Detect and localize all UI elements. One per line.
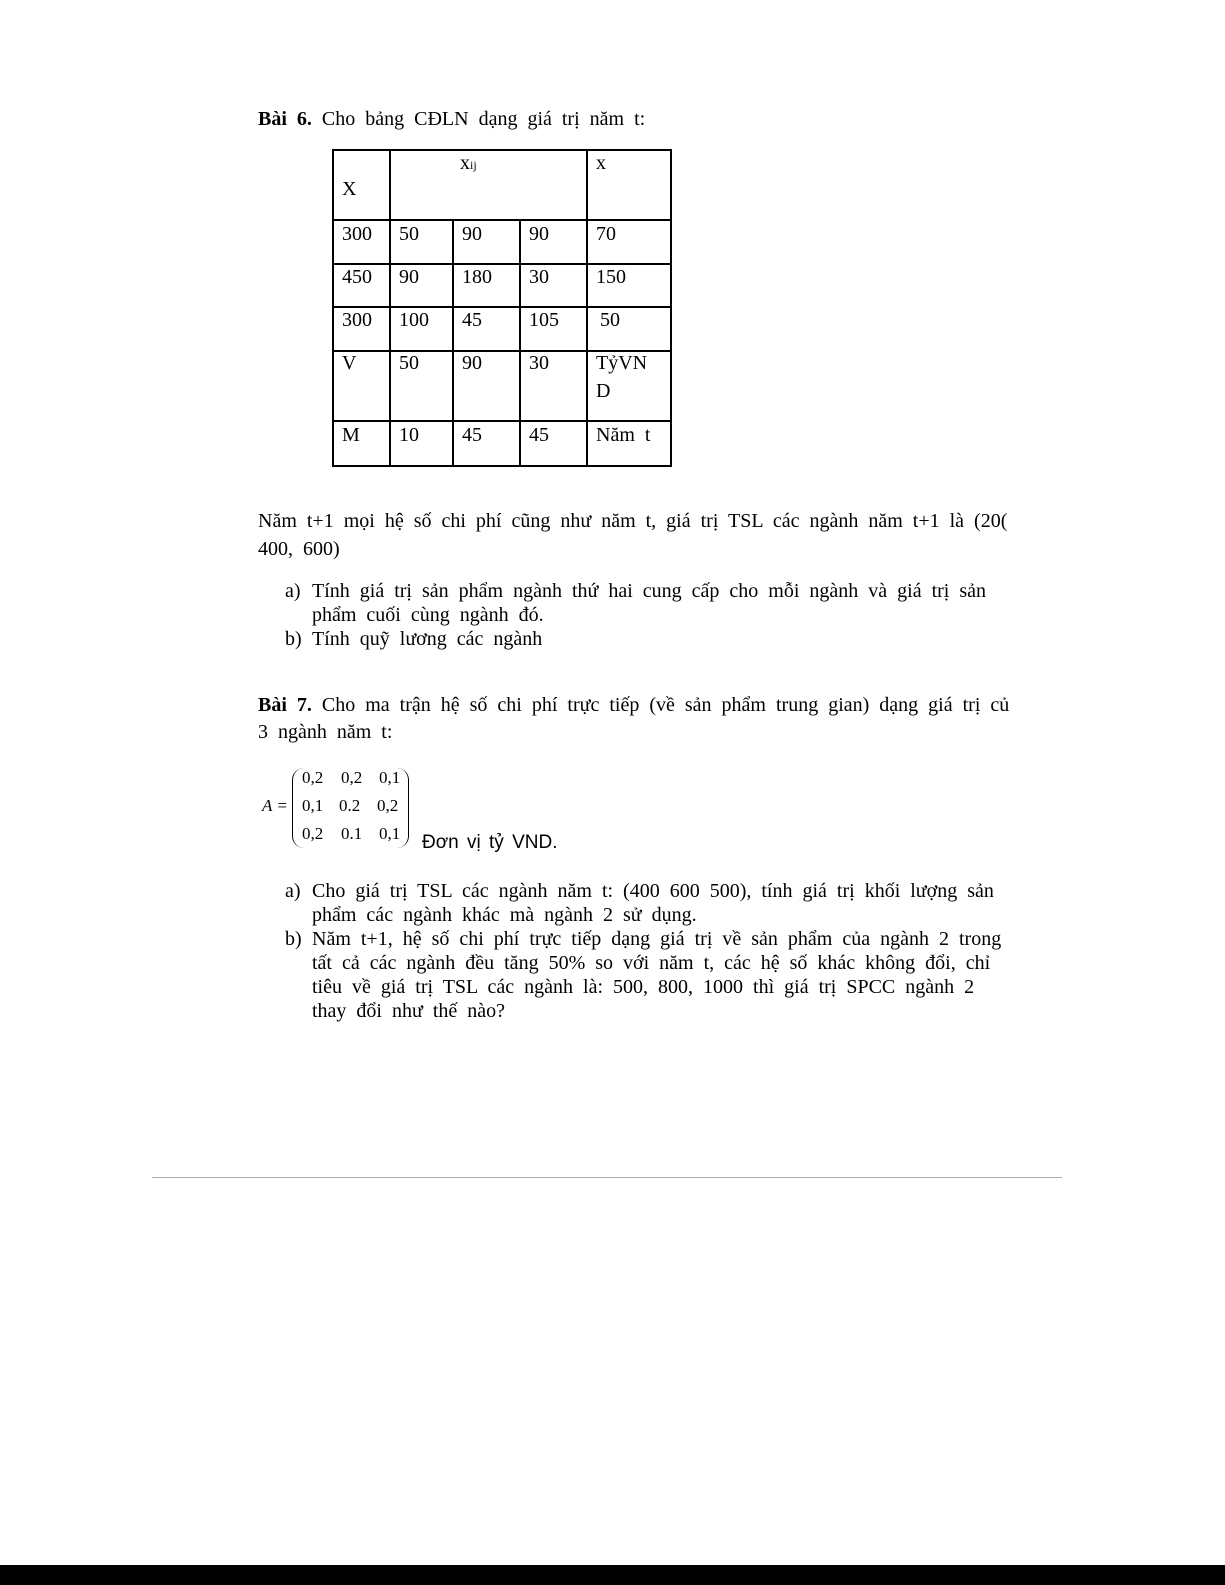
table-cell: 45 xyxy=(462,309,482,331)
table-cell: 90 xyxy=(462,352,482,374)
table-cell: 10 xyxy=(399,424,419,446)
bai7-label: Bài 7. xyxy=(258,694,312,716)
matrix-cell: 0,2 xyxy=(302,824,324,843)
bai6-item-a-marker: a) xyxy=(285,580,301,602)
bai6-label: Bài 6. xyxy=(258,108,312,130)
matrix-cell: 0.2 xyxy=(339,796,361,815)
bai6-heading xyxy=(258,108,645,131)
matrix-cell: 0,2 xyxy=(302,768,324,787)
table-cell: Năm t xyxy=(596,424,651,446)
table-cell: 450 xyxy=(342,266,372,288)
bai7-item-b-marker: b) xyxy=(285,928,302,950)
table-cell: 45 xyxy=(529,424,549,446)
table-cell: 150 xyxy=(596,266,626,288)
table-cell: 90 xyxy=(462,223,482,245)
matrix-unit: Đơn vị tỷ VND. xyxy=(422,832,558,853)
table-cell-wrap: D xyxy=(596,380,611,402)
table-cell: 50 xyxy=(399,223,419,245)
bai6-paragraph-line2: 400, 600) xyxy=(258,538,340,560)
table-cell: 30 xyxy=(529,352,549,374)
table-cell: M xyxy=(342,424,360,446)
bai7-intro-line1: Cho ma trận hệ số chi phí trực tiếp (về sản phẩm trung gian) dạng giá trị củ xyxy=(321,694,1010,716)
table-cell: TỷVN xyxy=(596,352,648,374)
bai6-item-b-marker: b) xyxy=(285,628,302,650)
page-divider xyxy=(152,1177,1062,1178)
bottom-edge xyxy=(0,1565,1225,1585)
table-cell: 70 xyxy=(596,223,616,245)
table-cell: 180 xyxy=(462,266,492,288)
table-header-x-total: X xyxy=(342,178,357,200)
bai6-intro: Cho bảng CĐLN dạng giá trị năm t: xyxy=(321,108,646,130)
bai6-item-a-line2: phẩm cuối cùng ngành đó. xyxy=(312,604,544,626)
matrix-cell: 0,1 xyxy=(379,824,401,843)
table-cell: 50 xyxy=(399,352,419,374)
table-cell: 45 xyxy=(462,424,482,446)
table-cell: V xyxy=(342,352,357,374)
bai7-intro-line2: 3 ngành năm t: xyxy=(258,721,393,743)
bai7-item-b-line3: tiêu về giá trị TSL các ngành là: 500, 800, 1000 thì giá trị SPCC ngành 2 xyxy=(312,976,975,998)
bai7-item-b-line1: Năm t+1, hệ số chi phí trực tiếp dạng giá trị về sản phẩm của ngành 2 trong xyxy=(312,928,1002,950)
bai7-heading xyxy=(258,694,1062,717)
table-cell: 50 xyxy=(600,309,620,331)
table-cell: 300 xyxy=(342,309,372,331)
table-header-xij xyxy=(460,152,477,175)
bai7-item-a-marker: a) xyxy=(285,880,301,902)
bai6-item-a-line1: Tính giá trị sản phẩm ngành thứ hai cung cấp cho mỗi ngành và giá trị sản xyxy=(312,580,987,602)
bai7-item-b-line4: thay đổi như thế nào? xyxy=(312,1000,506,1022)
matrix-cell: 0.1 xyxy=(341,824,363,843)
matrix-cell: 0,1 xyxy=(379,768,401,787)
bai6-item-b-line1: Tính quỹ lương các ngành xyxy=(312,628,543,650)
table-cell: 90 xyxy=(529,223,549,245)
xij-base: x xyxy=(460,152,470,174)
bai7-item-a-line1: Cho giá trị TSL các ngành năm t: (400 600 500), tính giá trị khối lượng sản xyxy=(312,880,994,902)
table-cell: 100 xyxy=(399,309,429,331)
table-cell: 105 xyxy=(529,309,559,331)
bai7-item-a-line2: phẩm các ngành khác mà ngành 2 sử dụng. xyxy=(312,904,697,926)
bai7-item-b-line2: tất cả các ngành đều tăng 50% so với năm t, các hệ số khác không đổi, chỉ xyxy=(312,952,991,974)
table-cell: 90 xyxy=(399,266,419,288)
table-header-x-final: x xyxy=(596,152,606,174)
bai6-paragraph-line1: Năm t+1 mọi hệ số chi phí cũng như năm t, giá trị TSL các ngành năm t+1 là (20( xyxy=(258,510,1008,532)
table-cell: 300 xyxy=(342,223,372,245)
matrix-cell: 0,1 xyxy=(302,796,324,815)
matrix-lhs: A = xyxy=(262,796,288,815)
matrix-cell: 0,2 xyxy=(377,796,399,815)
table-cell: 30 xyxy=(529,266,549,288)
matrix-cell: 0,2 xyxy=(341,768,363,787)
xij-sub: ij xyxy=(470,158,477,172)
